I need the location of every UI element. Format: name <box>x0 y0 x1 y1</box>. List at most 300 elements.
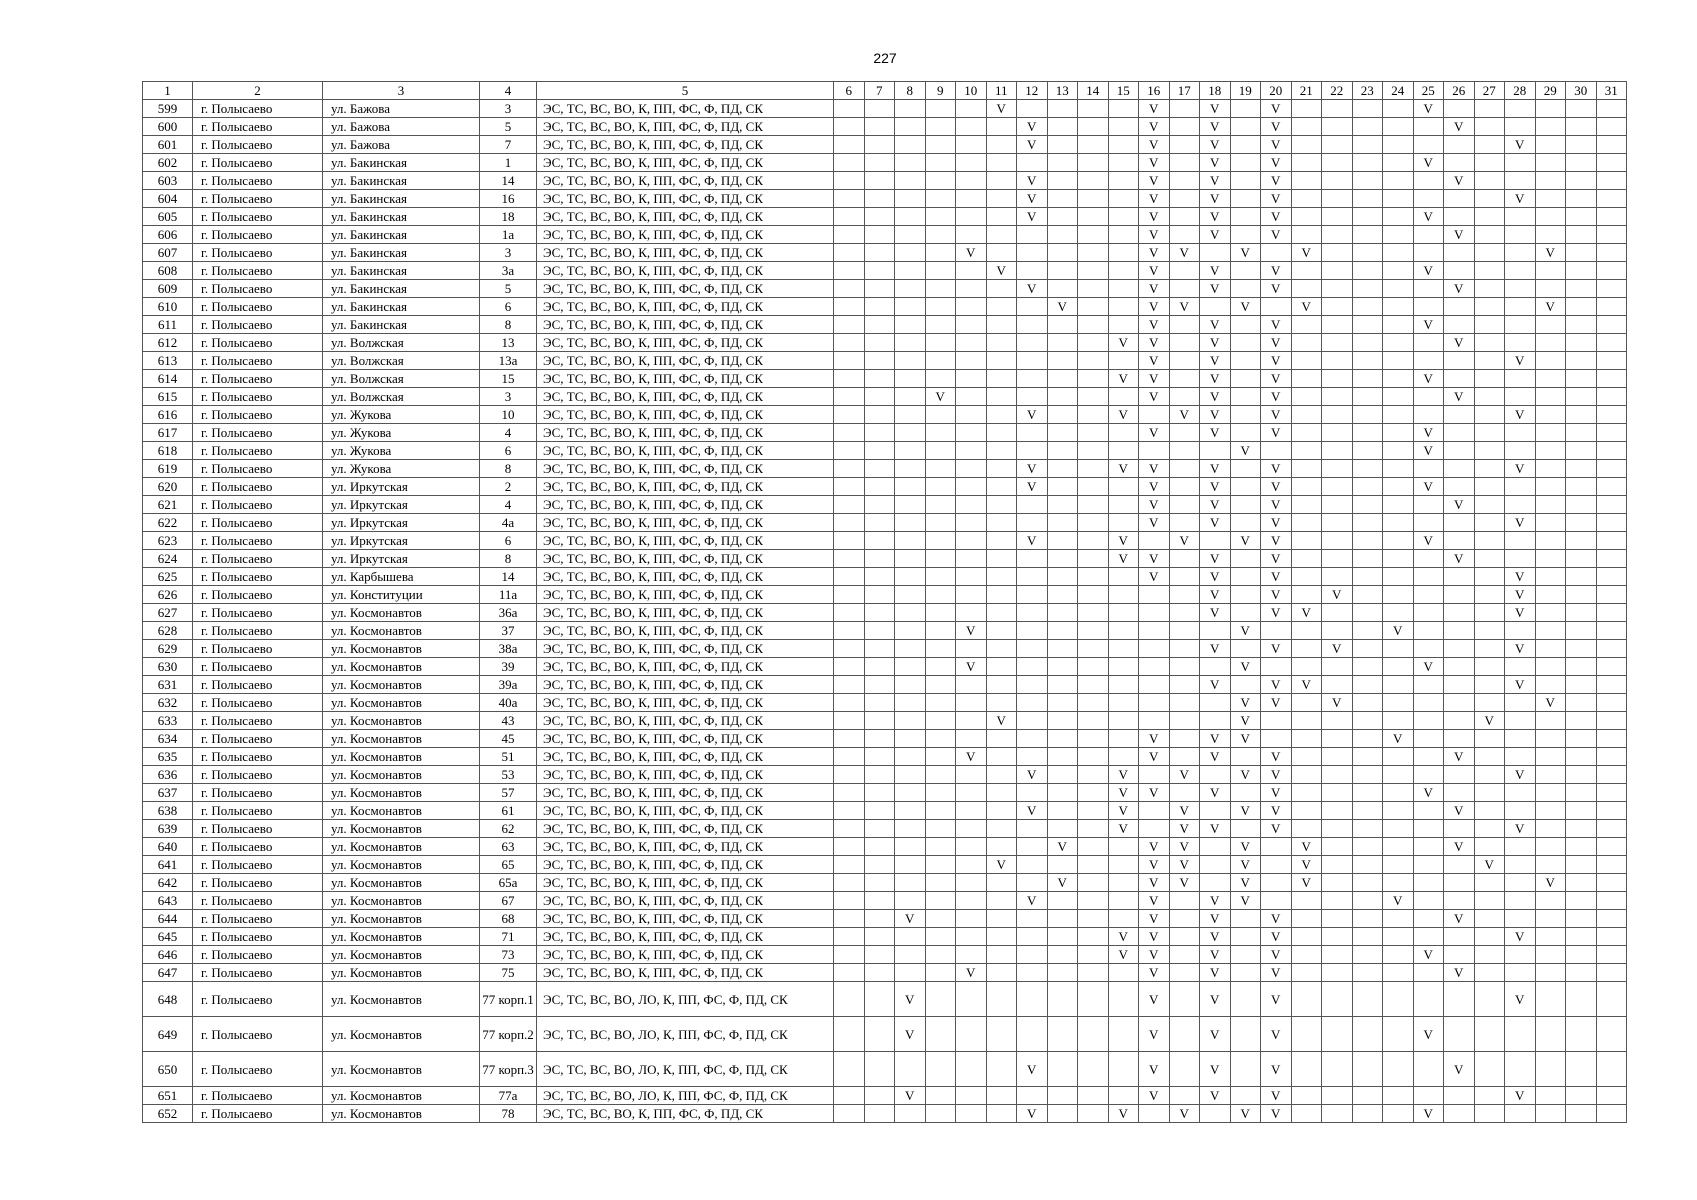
empty-cell <box>1047 910 1078 928</box>
empty-cell <box>1200 802 1231 820</box>
check-mark: V <box>1474 712 1505 730</box>
empty-cell <box>1291 586 1322 604</box>
empty-cell <box>1078 406 1109 424</box>
check-mark: V <box>1200 784 1231 802</box>
row-number: 629 <box>143 640 193 658</box>
empty-cell <box>864 604 895 622</box>
check-mark: V <box>1139 928 1170 946</box>
empty-cell <box>1322 964 1353 982</box>
check-mark: V <box>1230 694 1261 712</box>
empty-cell <box>1108 1017 1139 1052</box>
empty-cell <box>1383 820 1414 838</box>
empty-cell <box>1017 784 1048 802</box>
empty-cell <box>1596 874 1627 892</box>
empty-cell <box>1566 370 1597 388</box>
check-mark: V <box>1139 514 1170 532</box>
check-mark: V <box>956 622 987 640</box>
empty-cell <box>895 550 926 568</box>
empty-cell <box>864 586 895 604</box>
empty-cell <box>1078 190 1109 208</box>
empty-cell <box>1230 748 1261 766</box>
empty-cell <box>1322 496 1353 514</box>
empty-cell <box>834 460 865 478</box>
house-cell: 39 <box>480 658 537 676</box>
empty-cell <box>1108 262 1139 280</box>
check-mark: V <box>1108 766 1139 784</box>
house-cell: 6 <box>480 442 537 460</box>
empty-cell <box>1017 748 1048 766</box>
empty-cell <box>1322 334 1353 352</box>
check-mark: V <box>1139 424 1170 442</box>
empty-cell <box>864 370 895 388</box>
empty-cell <box>1352 856 1383 874</box>
empty-cell <box>1230 784 1261 802</box>
check-mark: V <box>1261 388 1292 406</box>
empty-cell <box>1017 370 1048 388</box>
city-cell: г. Полысаево <box>193 694 323 712</box>
empty-cell <box>1383 262 1414 280</box>
check-mark: V <box>1291 856 1322 874</box>
empty-cell <box>1291 172 1322 190</box>
empty-cell <box>1017 568 1048 586</box>
check-mark: V <box>1383 730 1414 748</box>
house-cell: 1а <box>480 226 537 244</box>
empty-cell <box>1444 586 1475 604</box>
check-mark: V <box>1139 946 1170 964</box>
check-mark: V <box>1139 784 1170 802</box>
empty-cell <box>956 586 987 604</box>
house-cell: 7 <box>480 136 537 154</box>
empty-cell <box>986 208 1017 226</box>
check-mark: V <box>1017 118 1048 136</box>
empty-cell <box>1017 496 1048 514</box>
empty-cell <box>1535 1105 1566 1123</box>
empty-cell <box>1230 388 1261 406</box>
empty-cell <box>1230 478 1261 496</box>
empty-cell <box>1322 676 1353 694</box>
empty-cell <box>986 784 1017 802</box>
empty-cell <box>1383 370 1414 388</box>
empty-cell <box>1352 658 1383 676</box>
empty-cell <box>1322 244 1353 262</box>
check-mark: V <box>1261 532 1292 550</box>
check-mark: V <box>1017 1105 1048 1123</box>
empty-cell <box>895 460 926 478</box>
row-number: 640 <box>143 838 193 856</box>
city-cell: г. Полысаево <box>193 424 323 442</box>
empty-cell <box>1352 928 1383 946</box>
city-cell: г. Полысаево <box>193 766 323 784</box>
empty-cell <box>864 334 895 352</box>
empty-cell <box>1322 604 1353 622</box>
empty-cell <box>1566 118 1597 136</box>
empty-cell <box>1474 190 1505 208</box>
empty-cell <box>1200 298 1231 316</box>
empty-cell <box>1444 424 1475 442</box>
empty-cell <box>1352 730 1383 748</box>
empty-cell <box>1535 190 1566 208</box>
works-cell: ЭС, ТС, ВС, ВО, К, ПП, ФС, Ф, ПД, СК <box>537 604 834 622</box>
house-cell: 4а <box>480 514 537 532</box>
empty-cell <box>1444 262 1475 280</box>
empty-cell <box>1505 280 1536 298</box>
empty-cell <box>834 910 865 928</box>
empty-cell <box>834 424 865 442</box>
empty-cell <box>1566 964 1597 982</box>
empty-cell <box>986 298 1017 316</box>
empty-cell <box>1505 370 1536 388</box>
empty-cell <box>1413 874 1444 892</box>
check-mark: V <box>1291 604 1322 622</box>
empty-cell <box>925 100 956 118</box>
empty-cell <box>1017 334 1048 352</box>
check-mark: V <box>1261 820 1292 838</box>
empty-cell <box>1230 118 1261 136</box>
empty-cell <box>1505 712 1536 730</box>
empty-cell <box>1444 1017 1475 1052</box>
empty-cell <box>1444 532 1475 550</box>
empty-cell <box>1261 442 1292 460</box>
empty-cell <box>1444 856 1475 874</box>
table-row <box>143 856 1627 874</box>
empty-cell <box>1444 136 1475 154</box>
empty-cell <box>1352 694 1383 712</box>
check-mark: V <box>1139 982 1170 1017</box>
house-cell: 65а <box>480 874 537 892</box>
empty-cell <box>834 532 865 550</box>
empty-cell <box>1322 550 1353 568</box>
empty-cell <box>1169 928 1200 946</box>
table-row <box>143 604 1627 622</box>
empty-cell <box>1322 136 1353 154</box>
empty-cell <box>1078 712 1109 730</box>
row-number: 611 <box>143 316 193 334</box>
table-row <box>143 964 1627 982</box>
empty-cell <box>925 874 956 892</box>
check-mark: V <box>1261 1105 1292 1123</box>
empty-cell <box>1535 262 1566 280</box>
check-mark: V <box>1444 550 1475 568</box>
empty-cell <box>1047 694 1078 712</box>
check-mark: V <box>1200 118 1231 136</box>
empty-cell <box>1505 856 1536 874</box>
city-cell: г. Полысаево <box>193 658 323 676</box>
empty-cell <box>1566 910 1597 928</box>
check-mark: V <box>1017 190 1048 208</box>
empty-cell <box>1230 460 1261 478</box>
empty-cell <box>1566 190 1597 208</box>
empty-cell <box>956 928 987 946</box>
empty-cell <box>1200 622 1231 640</box>
empty-cell <box>864 748 895 766</box>
empty-cell <box>1566 640 1597 658</box>
works-cell: ЭС, ТС, ВС, ВО, К, ПП, ФС, Ф, ПД, СК <box>537 442 834 460</box>
empty-cell <box>956 766 987 784</box>
check-mark: V <box>1261 316 1292 334</box>
empty-cell <box>986 316 1017 334</box>
empty-cell <box>1108 244 1139 262</box>
empty-cell <box>1078 802 1109 820</box>
house-cell: 1 <box>480 154 537 172</box>
empty-cell <box>834 298 865 316</box>
check-mark: V <box>1017 136 1048 154</box>
empty-cell <box>1108 712 1139 730</box>
check-mark: V <box>1261 1017 1292 1052</box>
empty-cell <box>834 802 865 820</box>
empty-cell <box>1383 298 1414 316</box>
empty-cell <box>1444 928 1475 946</box>
empty-cell <box>1383 604 1414 622</box>
empty-cell <box>1169 964 1200 982</box>
empty-cell <box>956 1052 987 1087</box>
empty-cell <box>1169 694 1200 712</box>
empty-cell <box>1261 856 1292 874</box>
check-mark: V <box>1230 892 1261 910</box>
check-mark: V <box>1200 964 1231 982</box>
empty-cell <box>925 892 956 910</box>
empty-cell <box>956 910 987 928</box>
empty-cell <box>1230 316 1261 334</box>
empty-cell <box>1291 550 1322 568</box>
empty-cell <box>1261 244 1292 262</box>
empty-cell <box>834 316 865 334</box>
empty-cell <box>1505 154 1536 172</box>
check-mark: V <box>1413 442 1444 460</box>
check-mark: V <box>1261 118 1292 136</box>
empty-cell <box>1444 874 1475 892</box>
empty-cell <box>1322 262 1353 280</box>
empty-cell <box>1566 604 1597 622</box>
check-mark: V <box>956 658 987 676</box>
empty-cell <box>1566 352 1597 370</box>
empty-cell <box>925 370 956 388</box>
empty-cell <box>1474 1105 1505 1123</box>
check-mark: V <box>1261 478 1292 496</box>
empty-cell <box>1352 280 1383 298</box>
empty-cell <box>1596 802 1627 820</box>
empty-cell <box>956 298 987 316</box>
empty-cell <box>1596 496 1627 514</box>
column-header: 18 <box>1200 82 1231 100</box>
empty-cell <box>1474 604 1505 622</box>
empty-cell <box>956 946 987 964</box>
empty-cell <box>864 532 895 550</box>
empty-cell <box>864 226 895 244</box>
empty-cell <box>1108 856 1139 874</box>
house-cell: 15 <box>480 370 537 388</box>
empty-cell <box>1169 676 1200 694</box>
empty-cell <box>1383 550 1414 568</box>
check-mark: V <box>1413 784 1444 802</box>
empty-cell <box>1291 784 1322 802</box>
check-mark: V <box>1200 514 1231 532</box>
empty-cell <box>864 910 895 928</box>
check-mark: V <box>1200 262 1231 280</box>
row-number: 630 <box>143 658 193 676</box>
row-number: 624 <box>143 550 193 568</box>
check-mark: V <box>1017 766 1048 784</box>
empty-cell <box>1413 280 1444 298</box>
street-cell: ул. Космонавтов <box>323 838 480 856</box>
house-cell: 38а <box>480 640 537 658</box>
empty-cell <box>1566 136 1597 154</box>
empty-cell <box>1047 676 1078 694</box>
empty-cell <box>986 640 1017 658</box>
check-mark: V <box>1108 334 1139 352</box>
house-cell: 3 <box>480 388 537 406</box>
empty-cell <box>925 298 956 316</box>
empty-cell <box>1078 280 1109 298</box>
empty-cell <box>1535 622 1566 640</box>
works-cell: ЭС, ТС, ВС, ВО, К, ПП, ФС, Ф, ПД, СК <box>537 460 834 478</box>
empty-cell <box>1383 172 1414 190</box>
empty-cell <box>1505 658 1536 676</box>
empty-cell <box>925 442 956 460</box>
empty-cell <box>986 766 1017 784</box>
empty-cell <box>1596 316 1627 334</box>
empty-cell <box>1566 496 1597 514</box>
empty-cell <box>1047 496 1078 514</box>
row-number: 652 <box>143 1105 193 1123</box>
city-cell: г. Полысаево <box>193 442 323 460</box>
empty-cell <box>986 136 1017 154</box>
empty-cell <box>986 604 1017 622</box>
empty-cell <box>1566 478 1597 496</box>
empty-cell <box>986 280 1017 298</box>
empty-cell <box>1291 442 1322 460</box>
check-mark: V <box>1139 388 1170 406</box>
check-mark: V <box>1261 640 1292 658</box>
empty-cell <box>1474 100 1505 118</box>
empty-cell <box>1047 100 1078 118</box>
empty-cell <box>1474 208 1505 226</box>
empty-cell <box>1413 298 1444 316</box>
empty-cell <box>1322 190 1353 208</box>
empty-cell <box>1444 982 1475 1017</box>
empty-cell <box>834 946 865 964</box>
empty-cell <box>834 118 865 136</box>
check-mark: V <box>1261 262 1292 280</box>
empty-cell <box>1047 172 1078 190</box>
empty-cell <box>1444 370 1475 388</box>
row-number: 622 <box>143 514 193 532</box>
empty-cell <box>1017 730 1048 748</box>
empty-cell <box>1291 730 1322 748</box>
column-header: 31 <box>1596 82 1627 100</box>
works-cell: ЭС, ТС, ВС, ВО, К, ПП, ФС, Ф, ПД, СК <box>537 766 834 784</box>
empty-cell <box>895 766 926 784</box>
empty-cell <box>864 244 895 262</box>
empty-cell <box>1474 352 1505 370</box>
empty-cell <box>1413 676 1444 694</box>
empty-cell <box>1474 820 1505 838</box>
empty-cell <box>834 640 865 658</box>
empty-cell <box>1566 874 1597 892</box>
check-mark: V <box>1139 892 1170 910</box>
empty-cell <box>956 730 987 748</box>
empty-cell <box>1169 982 1200 1017</box>
city-cell: г. Полысаево <box>193 676 323 694</box>
check-mark: V <box>1505 982 1536 1017</box>
empty-cell <box>1322 928 1353 946</box>
empty-cell <box>1047 334 1078 352</box>
empty-cell <box>1352 172 1383 190</box>
empty-cell <box>1108 1052 1139 1087</box>
empty-cell <box>1596 748 1627 766</box>
empty-cell <box>1596 154 1627 172</box>
street-cell: ул. Бакинская <box>323 244 480 262</box>
city-cell: г. Полысаево <box>193 712 323 730</box>
empty-cell <box>1505 532 1536 550</box>
street-cell: ул. Иркутская <box>323 532 480 550</box>
empty-cell <box>1230 280 1261 298</box>
check-mark: V <box>1261 1052 1292 1087</box>
empty-cell <box>895 532 926 550</box>
empty-cell <box>1444 460 1475 478</box>
empty-cell <box>1291 370 1322 388</box>
column-header: 11 <box>986 82 1017 100</box>
empty-cell <box>1535 514 1566 532</box>
empty-cell <box>1444 352 1475 370</box>
row-number: 621 <box>143 496 193 514</box>
empty-cell <box>1322 838 1353 856</box>
column-header: 16 <box>1139 82 1170 100</box>
empty-cell <box>1169 172 1200 190</box>
empty-cell <box>1444 478 1475 496</box>
empty-cell <box>1078 856 1109 874</box>
check-mark: V <box>1261 190 1292 208</box>
empty-cell <box>1352 496 1383 514</box>
empty-cell <box>1322 352 1353 370</box>
empty-cell <box>1474 316 1505 334</box>
empty-cell <box>1505 208 1536 226</box>
works-cell: ЭС, ТС, ВС, ВО, К, ПП, ФС, Ф, ПД, СК <box>537 262 834 280</box>
empty-cell <box>1413 190 1444 208</box>
column-header: 26 <box>1444 82 1475 100</box>
empty-cell <box>1566 658 1597 676</box>
empty-cell <box>1474 568 1505 586</box>
empty-cell <box>1505 946 1536 964</box>
check-mark: V <box>1413 946 1444 964</box>
check-mark: V <box>1261 352 1292 370</box>
empty-cell <box>1108 568 1139 586</box>
table-row <box>143 388 1627 406</box>
works-cell: ЭС, ТС, ВС, ВО, К, ПП, ФС, Ф, ПД, СК <box>537 388 834 406</box>
empty-cell <box>1413 766 1444 784</box>
column-header: 10 <box>956 82 987 100</box>
row-number: 636 <box>143 766 193 784</box>
empty-cell <box>1047 622 1078 640</box>
empty-cell <box>1139 802 1170 820</box>
empty-cell <box>1108 910 1139 928</box>
city-cell: г. Полысаево <box>193 730 323 748</box>
column-header: 22 <box>1322 82 1353 100</box>
empty-cell <box>1596 946 1627 964</box>
empty-cell <box>1017 1087 1048 1105</box>
row-number: 637 <box>143 784 193 802</box>
empty-cell <box>1383 982 1414 1017</box>
empty-cell <box>1322 478 1353 496</box>
table-row <box>143 586 1627 604</box>
empty-cell <box>956 892 987 910</box>
check-mark: V <box>1108 370 1139 388</box>
house-cell: 2 <box>480 478 537 496</box>
empty-cell <box>1200 856 1231 874</box>
check-mark: V <box>1261 946 1292 964</box>
check-mark: V <box>1200 154 1231 172</box>
empty-cell <box>1535 172 1566 190</box>
table-row <box>143 352 1627 370</box>
